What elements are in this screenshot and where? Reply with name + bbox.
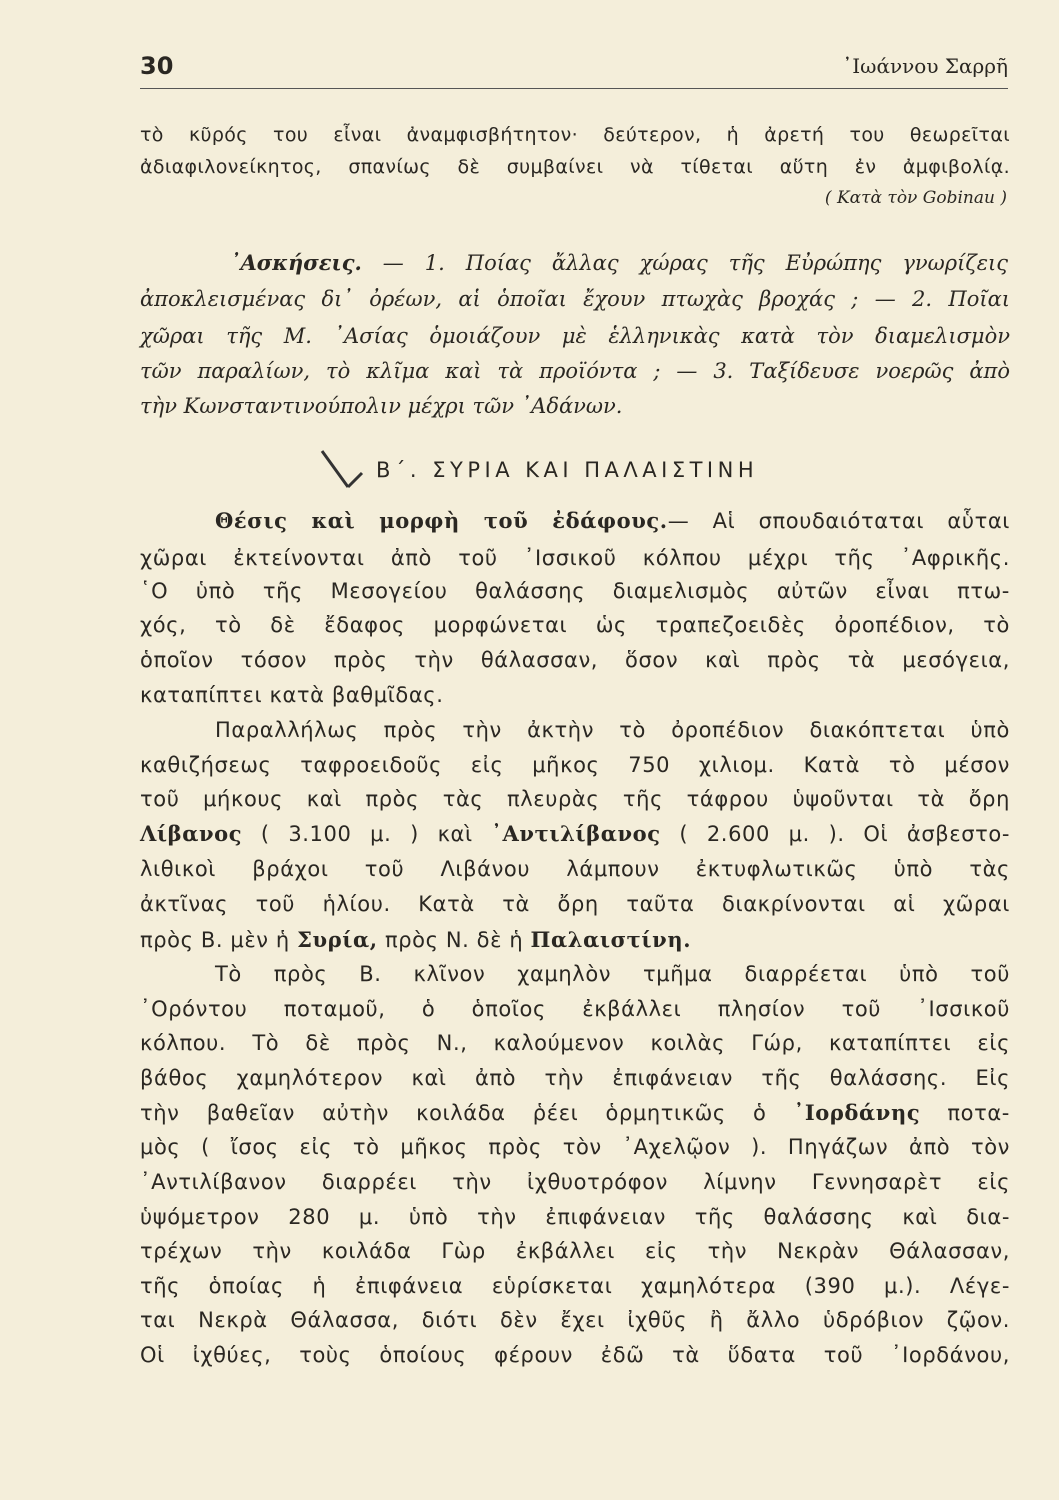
quote-line: τὸ κῦρός του εἶναι ἀναμφισβήτητον· δεύτερον, ἡ ἀρετή του θεωρεῖται [140,124,1010,146]
para-line: ται Νεκρὰ Θάλασσα, διότι δὲν ἔχει ἰχθῦς ἢ ἄλλο ὑδρόβιον ζῷον. [140,1308,1010,1332]
para-line: βάθος χαμηλότερον καὶ ἀπὸ τὴν ἐπιφάνειαν τῆς θαλάσσης. Εἰς [140,1066,1010,1090]
quote-attribution: ( Κατὰ τὸν Gobinau ) [824,188,1007,208]
exercises-line: τὴν Κωνσταντινούπολιν μέχρι τῶν ᾿Αδάνων. [140,394,623,418]
para-line: ἀκτῖνας τοῦ ἡλίου. Κατὰ τὰ ὄρη ταῦτα διακρίνονται αἱ χῶραι [140,892,1010,916]
para1-heading: Θέσις καὶ μορφὴ τοῦ ἐδάφους. [215,508,668,533]
para-line: τὴν βαθεῖαν αὐτὴν κοιλάδα ῥέει ὁρμητικῶς ὁ ᾿Ιορδάνης ποτα- [140,1100,1010,1125]
para-line: ὑψόμετρον 280 μ. ὑπὸ τὴν ἐπιφάνειαν τῆς θαλάσσης καὶ δια- [140,1205,1010,1229]
para-line: ῾Ο ὑπὸ τῆς Μεσογείου θαλάσσης διαμελισμὸς αὐτῶν εἶναι πτω- [140,579,1010,603]
running-title: ᾿Ιωάννου Σαρρῆ [842,54,1008,78]
exercises-line: ᾿Ασκήσεις. — 1. Ποίας ἄλλας χώρας τῆς Εὐρώπης γνωρίζεις [230,250,1008,275]
para-line: χῶραι ἐκτείνονται ἀπὸ τοῦ ᾿Ισσικοῦ κόλπου μέχρι τῆς ᾿Αφρικῆς. [140,546,1010,570]
para-line: τρέχων τὴν κοιλάδα Γὼρ ἐκβάλλει εἰς τὴν Νεκρὰν Θάλασσαν, [140,1239,1010,1263]
quote-line: ἀδιαφιλονείκητος, σπανίως δὲ συμβαίνει νὰ τίθεται αὕτη ἐν ἀμφιβολίᾳ. [140,156,1010,178]
exercises-line: τῶν παραλίων, τὸ κλῖμα καὶ τὰ προϊόντα ; — 3. Ταξίδευσε νοερῶς ἀπὸ [140,359,1010,383]
header-rule [140,88,1008,89]
para-line: Οἱ ἰχθύες, τοὺς ὁποίους φέρουν ἐδῶ τὰ ὕδατα τοῦ ᾿Ιορδάνου, [140,1343,1010,1367]
para-line: μὸς ( ἴσος εἰς τὸ μῆκος πρὸς τὸν ᾿Αχελῷον ). Πηγάζων ἀπὸ τὸν [140,1135,1010,1159]
para-line: Παραλλήλως πρὸς τὴν ἀκτὴν τὸ ὀροπέδιον διακόπτεται ὑπὸ [215,718,1010,742]
exercises-line: ἀποκλεισμένας δι᾿ ὀρέων, αἱ ὁποῖαι ἔχουν πτωχὰς βροχάς ; — 2. Ποῖαι [140,287,1010,311]
exercises-label: ᾿Ασκήσεις. [230,250,362,275]
para-line: Λίβανος ( 3.100 μ. ) καὶ ᾿Αντιλίβανος ( 2.600 μ. ). Οἱ ἀσβεστο- [140,821,1010,846]
para-line: κόλπου. Τὸ δὲ πρὸς Ν., καλούμενον κοιλὰς Γώρ, καταπίπτει εἰς [140,1031,1010,1055]
para-line: ᾿Αντιλίβανον διαρρέει τὴν ἰχθυοτρόφον λίμνην Γεννησαρὲτ εἰς [140,1170,1010,1194]
para-line: τοῦ μήκους καὶ πρὸς τὰς πλευρὰς τῆς τάφρου ὑψοῦνται τὰ ὄρη [140,787,1010,811]
para-line: χός, τὸ δὲ ἔδαφος μορφώνεται ὡς τραπεζοειδὲς ὀροπέδιον, τὸ [140,613,1010,637]
para-line: Θέσις καὶ μορφὴ τοῦ ἐδάφους.— Αἱ σπουδαιόταται αὗται [215,508,1010,533]
para-line: Τὸ πρὸς Β. κλῖνον χαμηλὸν τμῆμα διαρρέεται ὑπὸ τοῦ [215,962,1010,986]
section-title: Β΄. ΣΥΡΙΑ ΚΑΙ ΠΑΛΑΙΣΤΙΝΗ [376,458,759,482]
para-line: πρὸς Β. μὲν ἡ Συρία, πρὸς Ν. δὲ ἡ Παλαιστίνη. [140,927,692,952]
para-line: τῆς ὁποίας ἡ ἐπιφάνεια εὑρίσκεται χαμηλότερα (390 μ.). Λέγε- [140,1274,1010,1298]
para-line: λιθικοὶ βράχοι τοῦ Λιβάνου λάμπουν ἐκτυφλωτικῶς ὑπὸ τὰς [140,857,1010,881]
pencil-mark-icon [318,447,368,493]
para-line: καταπίπτει κατὰ βαθμῖδας. [140,683,444,707]
para-line: ᾿Ορόντου ποταμοῦ, ὁ ὁποῖος ἐκβάλλει πλησίον τοῦ ᾿Ισσικοῦ [140,997,1010,1021]
page-number: 30 [140,52,174,80]
exercises-line: χῶραι τῆς Μ. ᾿Ασίας ὁμοιάζουν μὲ ἑλληνικὰς κατὰ τὸν διαμελισμὸν [140,324,1010,348]
para-line: ὁποῖον τόσον πρὸς τὴν θάλασσαν, ὅσον καὶ πρὸς τὰ μεσόγεια, [140,648,1010,672]
para-line: καθιζήσεως ταφροειδοῦς εἰς μῆκος 750 χιλιομ. Κατὰ τὸ μέσον [140,753,1010,777]
page-header [140,52,1008,86]
